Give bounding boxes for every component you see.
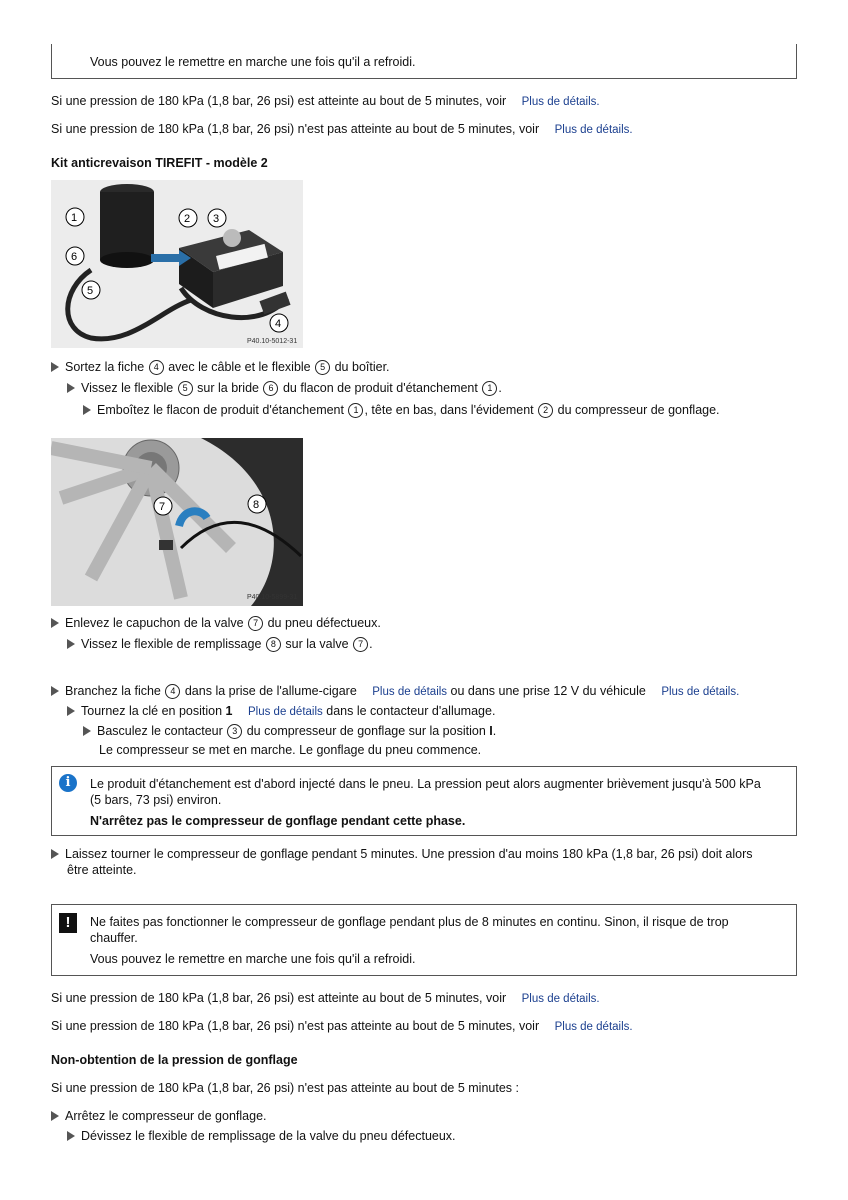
number-1-icon: 1 (482, 381, 497, 396)
step-text: Arrêtez le compresseur de gonflage. (65, 1109, 267, 1123)
number-6-icon: 6 (263, 381, 278, 396)
step-text: Vissez le flexible (81, 381, 174, 395)
step-text: Laissez tourner le compresseur de gonflage pendant 5 minutes. Une pression d'au moins 180 kPa (1,8 bar, 26 psi) doit alors (65, 847, 753, 861)
info-icon: i (59, 774, 77, 792)
tirefit-kit-illustration (51, 180, 303, 348)
step-text: Tournez la clé en position (81, 704, 223, 718)
step-arrow-icon (67, 383, 75, 393)
more-details-link[interactable]: Plus de détails. (521, 993, 600, 1005)
more-details-link[interactable]: Plus de détails. (661, 686, 740, 698)
step-text: du compresseur de gonflage. (557, 403, 720, 417)
step-screw-filling-hose (67, 637, 373, 652)
info-text-line1: Le produit d'étanchement est d'abord injecté dans le pneu. La pression peut alors augmenter brièvement jusqu'à 500 kPa (90, 777, 761, 791)
number-2-icon: 2 (538, 403, 553, 418)
step-turn-key (67, 704, 495, 718)
section-heading-tirefit: Kit anticrevaison TIREFIT - modèle 2 (51, 156, 268, 170)
top-note-box (51, 44, 797, 79)
step-stop-compressor (51, 1109, 267, 1123)
paragraph-text: Si une pression de 180 kPa (1,8 bar, 26 psi) est atteinte au bout de 5 minutes, voir (51, 94, 507, 108)
step-text: ou dans une prise 12 V du véhicule (450, 684, 646, 698)
step-text: Sortez la fiche (65, 360, 145, 374)
step-arrow-icon (51, 362, 59, 372)
paragraph-text: Si une pression de 180 kPa (1,8 bar, 26 psi) est atteinte au bout de 5 minutes, voir (51, 991, 507, 1005)
step-screw-hose (67, 381, 502, 396)
step-arrow-icon (67, 639, 75, 649)
step-text: avec le câble et le flexible (168, 360, 311, 374)
paragraph-text: Si une pression de 180 kPa (1,8 bar, 26 psi) n'est pas atteinte au bout de 5 minutes, voir (51, 122, 540, 136)
step-text: dans la prise de l'allume-cigare (184, 684, 357, 698)
step-remove-valve-cap (51, 616, 381, 631)
figure-caption: P40.10-5899-31 (247, 594, 298, 601)
callout-1: 1 (71, 212, 78, 224)
step-connect-plug (51, 684, 739, 699)
callout-2: 2 (184, 213, 191, 225)
valve-illustration (51, 438, 303, 606)
callout-5: 5 (87, 285, 94, 297)
step-arrow-icon (67, 1131, 75, 1141)
position-label: I (489, 724, 493, 738)
number-4-icon: 4 (165, 684, 180, 699)
more-details-link[interactable]: Plus de détails (372, 686, 448, 698)
number-3-icon: 3 (227, 724, 242, 739)
callout-6: 6 (71, 251, 78, 263)
step-text: du pneu défectueux. (267, 616, 381, 630)
position-label: 1 (225, 704, 233, 718)
valve-figure (51, 438, 303, 606)
paragraph-pressure-ok-2 (51, 991, 600, 1005)
number-8-icon: 8 (266, 637, 281, 652)
callout-7: 7 (159, 501, 166, 513)
step-text: Branchez la fiche (65, 684, 161, 698)
step-text: . (369, 637, 373, 651)
warning-box (51, 904, 797, 976)
step-text: Basculez le contacteur (97, 724, 223, 738)
step-arrow-icon (83, 405, 91, 415)
step-run-compressor-line2: être atteinte. (67, 863, 137, 877)
step-text: sur la valve (285, 637, 349, 651)
step-text: . (492, 724, 497, 738)
step-text: Emboîtez le flacon de produit d'étanchement (97, 403, 344, 417)
step-remove-plug (51, 360, 390, 375)
number-5-icon: 5 (178, 381, 193, 396)
more-details-link[interactable]: Plus de détails. (521, 96, 600, 108)
paragraph-fail: Si une pression de 180 kPa (1,8 bar, 26 psi) n'est pas atteinte au bout de 5 minutes : (51, 1081, 519, 1095)
step-text: Vissez le flexible de remplissage (81, 637, 262, 651)
step-arrow-icon (51, 686, 59, 696)
tirefit-kit-figure (51, 180, 303, 348)
callout-8: 8 (253, 499, 260, 511)
top-note-text: Vous pouvez le remettre en marche une fois qu'il a refroidi. (90, 55, 416, 69)
step-text: sur la bride (197, 381, 259, 395)
exclamation-icon: ! (59, 913, 77, 933)
number-7-icon: 7 (353, 637, 368, 652)
callout-4: 4 (275, 318, 282, 330)
number-7-icon: 7 (248, 616, 263, 631)
more-details-link[interactable]: Plus de détails (247, 706, 323, 718)
step-text: du compresseur de gonflage sur la position (246, 724, 486, 738)
step-result: Le compresseur se met en marche. Le gonflage du pneu commence. (99, 743, 482, 757)
callout-3: 3 (213, 213, 220, 225)
step-insert-bottle (83, 403, 720, 418)
number-5-icon: 5 (315, 360, 330, 375)
number-4-icon: 4 (149, 360, 164, 375)
paragraph-pressure-ok (51, 94, 600, 108)
info-box (51, 766, 797, 836)
paragraph-pressure-not-ok (51, 122, 633, 136)
warning-text-line2: chauffer. (90, 931, 138, 945)
step-text: du flacon de produit d'étanchement (282, 381, 478, 395)
step-text: , tête en bas, dans l'évidement (364, 403, 534, 417)
step-arrow-icon (51, 1111, 59, 1121)
step-arrow-icon (51, 618, 59, 628)
step-run-compressor (51, 847, 753, 861)
warning-text-line3: Vous pouvez le remettre en marche une fois qu'il a refroidi. (90, 952, 416, 966)
step-switch-compressor (83, 724, 496, 739)
more-details-link[interactable]: Plus de détails. (554, 1021, 633, 1033)
figure-caption: P40.10-5012-31 (247, 338, 298, 345)
info-text-bold: N'arrêtez pas le compresseur de gonflage pendant cette phase. (90, 814, 466, 828)
info-text-line2: (5 bars, 73 psi) environ. (90, 793, 222, 807)
warning-text-line1: Ne faites pas fonctionner le compresseur de gonflage pendant plus de 8 minutes en continu. Sinon, il risque de trop (90, 915, 729, 929)
step-arrow-icon (67, 706, 75, 716)
step-arrow-icon (51, 849, 59, 859)
step-arrow-icon (83, 726, 91, 736)
step-text: . (498, 381, 502, 395)
step-unscrew-hose (67, 1129, 456, 1143)
more-details-link[interactable]: Plus de détails. (554, 124, 633, 136)
number-1-icon: 1 (348, 403, 363, 418)
paragraph-pressure-not-ok-2 (51, 1019, 633, 1033)
step-text: du boîtier. (334, 360, 390, 374)
step-text: dans le contacteur d'allumage. (326, 704, 496, 718)
step-text: Enlevez le capuchon de la valve (65, 616, 244, 630)
paragraph-text: Si une pression de 180 kPa (1,8 bar, 26 psi) n'est pas atteinte au bout de 5 minutes, voir (51, 1019, 540, 1033)
step-text: Dévissez le flexible de remplissage de la valve du pneu défectueux. (81, 1129, 456, 1143)
section-heading-fail: Non-obtention de la pression de gonflage (51, 1053, 298, 1067)
